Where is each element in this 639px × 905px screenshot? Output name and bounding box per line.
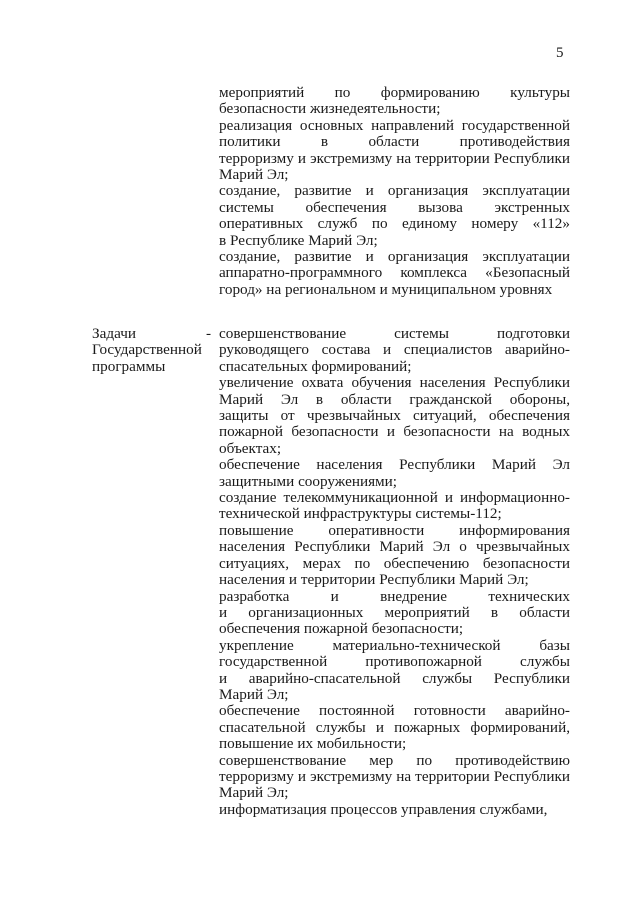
text-line: совершенствование мер по противодействию — [219, 751, 570, 769]
section-label-line: программы — [92, 357, 166, 375]
text-line: создание, развитие и организация эксплуатации — [219, 248, 570, 266]
text-line: населения и территории Республики Марий Эл; — [219, 571, 529, 589]
section-label — [92, 326, 212, 375]
text-line: Марий Эл; — [219, 685, 289, 703]
page-number: 5 — [556, 45, 564, 61]
section-label-line: Задачи — [92, 325, 136, 342]
text-line: руководящего состава и специалистов аварийно- — [219, 341, 570, 359]
text-line: обеспечения пожарной безопасности; — [219, 620, 464, 638]
text-line: государственной противопожарной службы — [219, 653, 570, 671]
text-line: создание, развитие и организация эксплуатации — [219, 182, 570, 200]
text-line: и организационных мероприятий в области — [219, 603, 570, 621]
text-line: повышение оперативности информирования — [219, 521, 570, 539]
text-line: терроризму и экстремизму на территории Республики — [219, 149, 570, 167]
text-line: ситуациях, мерах по обеспечению безопасности — [219, 554, 570, 572]
text-line: терроризму и экстремизму на территории Республики — [219, 767, 570, 785]
text-line: безопасности жизнедеятельности; — [219, 100, 441, 118]
text-line: спасательной службы и пожарных формирований, — [219, 718, 570, 736]
text-line: Марий Эл в области гражданской обороны, — [219, 390, 570, 408]
text-line: спасательных формирований; — [219, 357, 412, 375]
text-line: и аварийно-спасательной службы Республики — [219, 669, 570, 687]
text-line: объектах; — [219, 439, 282, 457]
text-line: населения Республики Марий Эл о чрезвычайных — [219, 538, 570, 556]
text-line: системы обеспечения вызова экстренных — [219, 198, 570, 216]
text-line: технической инфраструктуры системы-112; — [219, 505, 502, 523]
text-line: повышение их мобильности; — [219, 735, 407, 753]
text-line: укрепление материально-технической базы — [219, 636, 570, 654]
text-line: Марий Эл; — [219, 784, 289, 802]
text-line: аппаратно-программного комплекса «Безопасный — [219, 264, 570, 282]
text-line: пожарной безопасности и безопасности на водных — [219, 423, 570, 441]
text-line: защитными сооружениями; — [219, 472, 398, 490]
text-line: мероприятий по формированию культуры — [219, 84, 570, 101]
text-line: Марий Эл; — [219, 166, 289, 184]
text-line: обеспечение постоянной готовности аварийно- — [219, 702, 570, 720]
goals-continuation-block — [219, 85, 570, 298]
text-line: защиты от чрезвычайных ситуаций, обеспечения — [219, 407, 570, 425]
text-line: совершенствование системы подготовки — [219, 325, 570, 342]
text-line: политики в области противодействия — [219, 133, 570, 151]
section-label-line: Государственной — [92, 341, 202, 359]
tasks-block — [219, 326, 570, 818]
text-line: создание телекоммуникационной и информационно- — [219, 489, 570, 507]
text-line: разработка и внедрение технических — [219, 587, 570, 605]
text-line: реализация основных направлений государственной — [219, 116, 570, 134]
text-line: оперативных служб по единому номеру «112» — [219, 215, 570, 233]
text-line: город» на региональном и муниципальном уровнях — [219, 280, 553, 298]
text-line: обеспечение населения Республики Марий Эл — [219, 456, 570, 474]
text-line: увеличение охвата обучения населения Республики — [219, 374, 570, 392]
label-dash: - — [206, 325, 212, 342]
text-line: информатизация процессов управления службами, — [219, 800, 548, 818]
text-line: в Республике Марий Эл; — [219, 231, 378, 249]
